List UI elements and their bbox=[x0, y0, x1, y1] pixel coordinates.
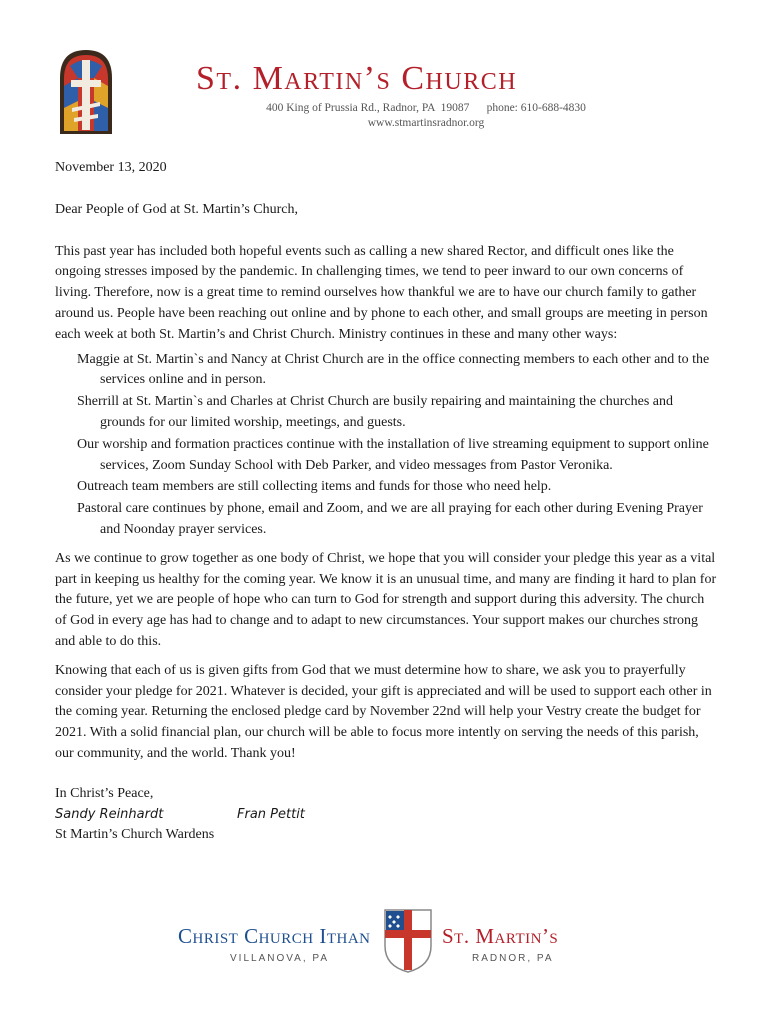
letterhead bbox=[0, 0, 770, 140]
address-line: 400 King of Prussia Rd., Radnor, PA 19087 phone: 610-688-4830 bbox=[266, 102, 586, 114]
signers-title: St Martin’s Church Wardens bbox=[55, 826, 215, 842]
episcopal-shield-icon bbox=[383, 908, 433, 974]
website-line: www.stmartinsradnor.org bbox=[367, 117, 485, 129]
signature-fran: Fran Pettit bbox=[237, 806, 305, 822]
letter-salutation: Dear People of God at St. Martin’s Church, bbox=[55, 201, 299, 217]
closing-line: In Christ’s Peace, bbox=[55, 785, 154, 801]
christ-church-location: VILLANOVA, PA bbox=[230, 953, 329, 964]
letter-date: November 13, 2020 bbox=[55, 160, 167, 175]
st-martins-name: St. Martin’s bbox=[442, 924, 559, 948]
paragraph-pledge: As we continue to grow together as one body of Christ, we hope that you will consider your pledge this year as a vital part in keeping us healthy for the coming year. We know it is an unusual time, and many are finding it hard to plan for the future, yet we are people of hope who can turn to God for strength and support during this adversity. The church of God in every age has had to change and to adapt to new circumstances. Your support makes our churches strong and able to do this. bbox=[55, 550, 717, 649]
address-block bbox=[246, 101, 606, 131]
list-item: Sherrill at St. Martin`s and Charles at Christ Church are busily repairing and maintaining the churches and grounds for our limited worship, meetings, and guests. bbox=[77, 394, 674, 430]
paragraph-gifts: Knowing that each of us is given gifts from God that we must determine how to share, we ask you to prayerfully consider your pledge for 2021. Whatever is decided, your gift is appreciated and will be used to support each other in the coming year. Returning the enclosed pledge card by November 22nd will help your Vestry create the budget for 2021. With a solid financial plan, our church will be able to focus more intently on serving the needs of this parish, our community, and the world. Thank you! bbox=[55, 662, 712, 761]
list-item: Pastoral care continues by phone, email and Zoom, and we are all praying for each other during Evening Prayer and Noonday prayer services. bbox=[77, 501, 703, 537]
letter-body bbox=[55, 158, 717, 845]
ministry-list bbox=[77, 350, 717, 541]
christ-church-name: Christ Church Ithan bbox=[178, 924, 371, 948]
signatures bbox=[55, 805, 717, 825]
list-item: Our worship and formation practices continue with the installation of live streaming equipment to support online services, Zoom Sunday School with Deb Parker, and video messages from Pastor Veronika. bbox=[77, 436, 709, 473]
signature-sandy: Sandy Reinhardt bbox=[55, 806, 164, 822]
church-name-heading: St. Martin’s Church bbox=[196, 60, 518, 97]
list-item: Outreach team members are still collecting items and funds for those who need help. bbox=[77, 479, 552, 495]
paragraph-intro: This past year has included both hopeful events such as calling a new shared Rector, and difficult ones like the ongoing stresses imposed by the pandemic. In challenging times, we tend to peer inward to our own concerns of living. Therefore, now is a great time to remind ourselves how thankful we are to have our church family to gather around us. People have been reaching out online and by phone to each other, and small groups are meeting in person each week at both St. Martin’s and Christ Church. Ministry continues in these and many other ways: bbox=[55, 243, 708, 342]
list-item: Maggie at St. Martin`s and Nancy at Christ Church are in the office connecting members to each other and to the services online and in person. bbox=[77, 351, 710, 388]
st-martins-location: RADNOR, PA bbox=[472, 953, 554, 964]
stained-glass-window-logo bbox=[56, 46, 116, 136]
